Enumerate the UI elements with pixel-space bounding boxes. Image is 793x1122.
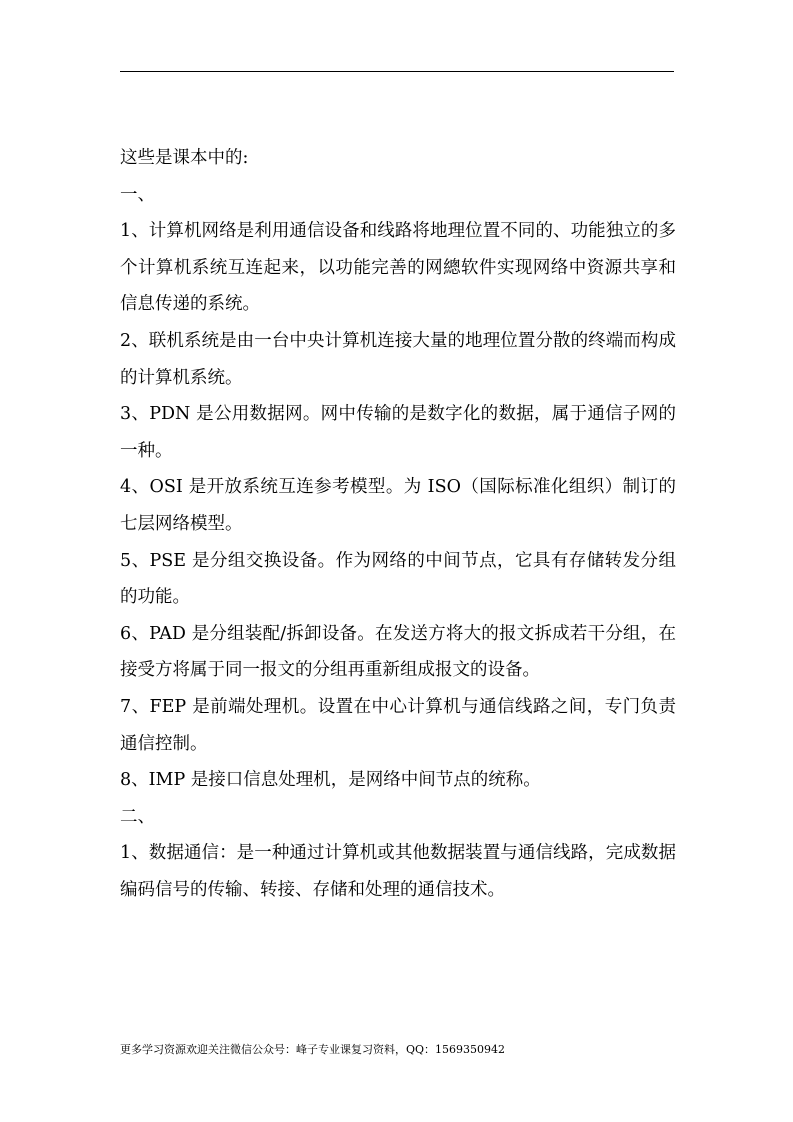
definition-paragraph: 2、联机系统是由一台中央计算机连接大量的地理位置分散的终端而构成的计算机系统。 [120,330,676,388]
definition-paragraph: 6、PAD 是分组装配/拆卸设备。在发送方将大的报文拆成若干分组，在接受方将属于同一报文的分组再重新组成报文的设备。 [120,623,676,681]
page-footer: 更多学习资源欢迎关注微信公众号：峰子专业课复习资料，QQ：1569350942 [120,1043,506,1056]
intro-line: 这些是课本中的: [120,148,249,168]
header-divider [120,71,674,72]
definition-paragraph: 7、FEP 是前端处理机。设置在中心计算机与通信线路之间，专门负责通信控制。 [120,696,676,754]
definition-paragraph: 5、PSE 是分组交换设备。作为网络的中间节点，它具有存储转发分组的功能。 [120,550,676,608]
section-heading-1: 一、 [120,184,155,205]
definition-paragraph: 1、数据通信：是一种通过计算机或其他数据装置与通信线路，完成数据编码信号的传输、转接、存储和处理的通信技术。 [120,843,676,900]
definition-paragraph: 3、PDN 是公用数据网。网中传输的是数字化的数据，属于通信子网的一种。 [120,404,676,461]
definition-paragraph: 4、OSI 是开放系统互连参考模型。为 ISO（国际标准化组织）制订的七层网络模型。 [120,477,676,534]
definition-paragraph: 1、计算机网络是利用通信设备和线路将地理位置不同的、功能独立的多个计算机系统互连起来，以功能完善的网總软件实现网络中资源共享和信息传递的系统。 [120,221,676,315]
definition-paragraph: 8、IMP 是接口信息处理机，是网络中间节点的统称。 [120,770,541,791]
section-heading-2: 二、 [120,806,155,827]
document-body [120,140,676,908]
